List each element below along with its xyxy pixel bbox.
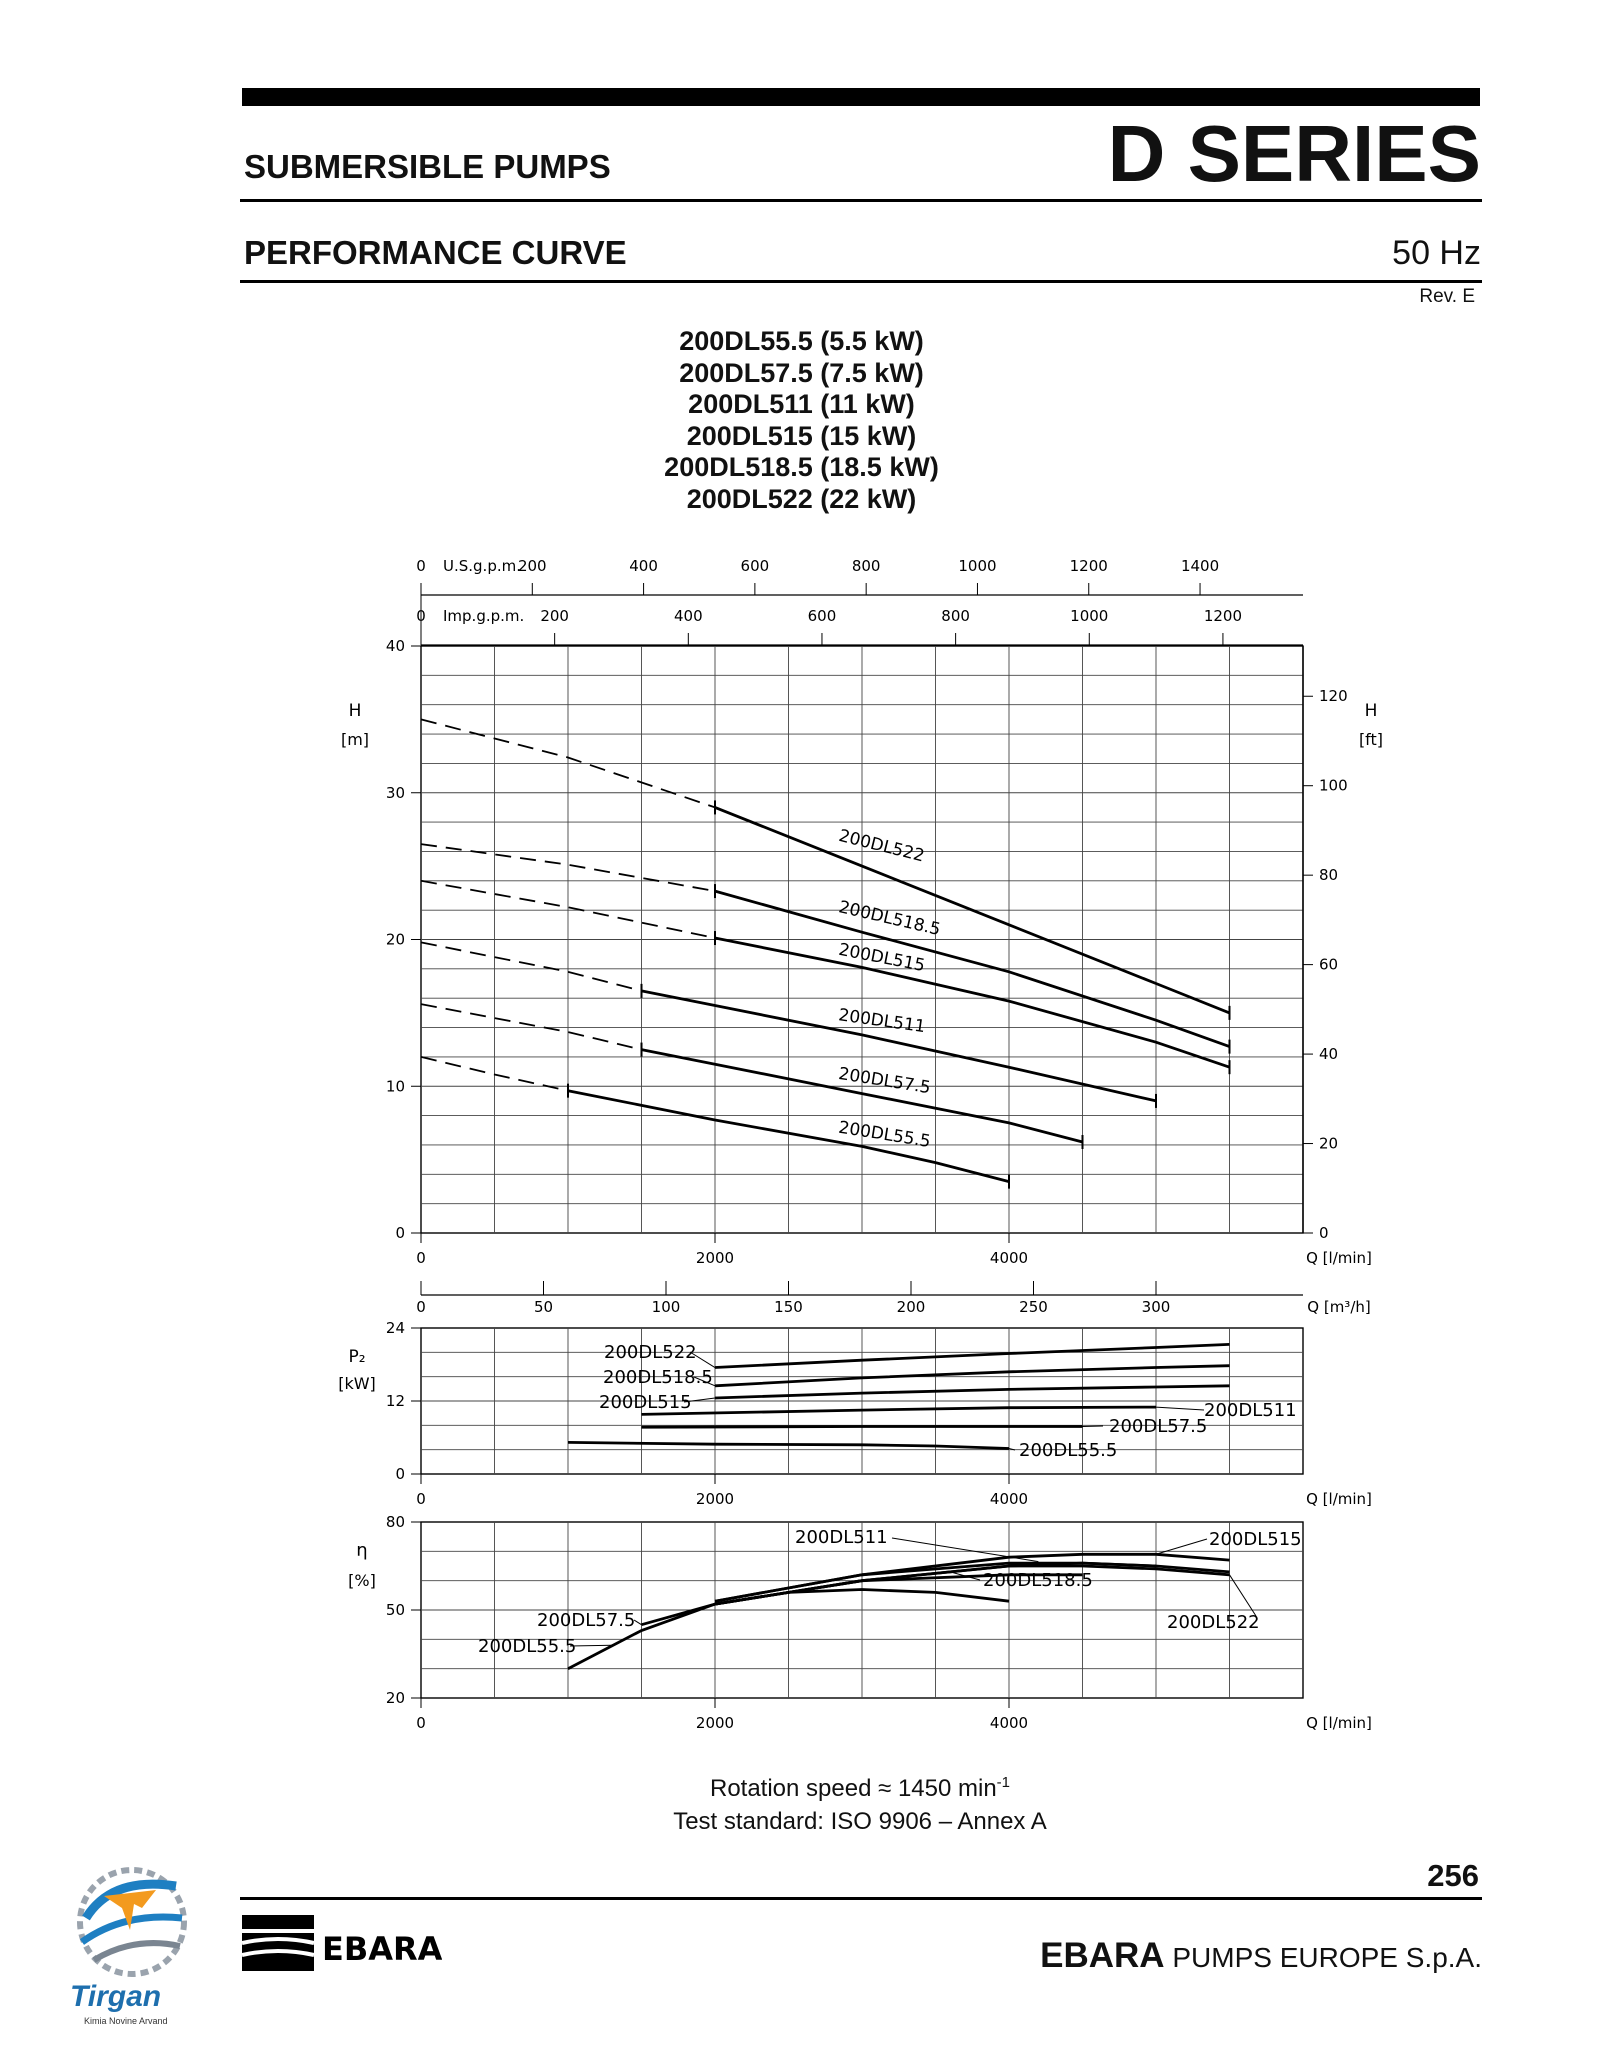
y-right-tick-label: 20 <box>1319 1134 1339 1153</box>
power-curve <box>642 1427 1083 1428</box>
series-category-title: SUBMERSIBLE PUMPS <box>244 148 611 185</box>
company-name-rest: PUMPS EUROPE S.p.A. <box>1164 1942 1482 1973</box>
power-curve-label: 200DL57.5 <box>1109 1416 1208 1437</box>
head-curve-label: 200DL522 <box>836 825 927 867</box>
bottom-axis2-tick-label: 200 <box>896 1298 926 1316</box>
test-standard-note: Test standard: ISO 9906 – Annex A <box>673 1808 1047 1835</box>
head-curve-label: 200DL518.5 <box>836 897 943 941</box>
top-axis-tick-label: 400 <box>673 607 703 625</box>
frequency-label: 50 Hz <box>1392 234 1481 272</box>
efficiency-label-leader <box>892 1538 1038 1562</box>
top-axis-tick-label: 600 <box>807 607 837 625</box>
head-curve-label: 200DL55.5 <box>837 1117 932 1152</box>
efficiency-label-leader <box>1156 1539 1207 1554</box>
head-curve-label: 200DL511 <box>837 1005 927 1038</box>
model-item: 200DL511 (11 kW) <box>688 389 915 419</box>
top-axis-tick-label: 1200 <box>1069 557 1108 575</box>
efficiency-curve-label: 200DL515 <box>1209 1529 1302 1550</box>
head-curve-label: 200DL515 <box>836 939 927 977</box>
top-axis-tick-label: 800 <box>941 607 970 625</box>
y-tick-label: 10 <box>385 1077 405 1096</box>
tirgan-logo-icon <box>64 1856 194 1986</box>
company-name <box>1040 1936 1482 1976</box>
head-curve-dashed <box>421 1004 642 1050</box>
ebara-logo <box>242 1913 442 1978</box>
top-axis-tick-label: 1000 <box>958 557 997 575</box>
x-tick-label: 0 <box>416 1490 426 1508</box>
efficiency-curve-label: 200DL511 <box>795 1527 888 1548</box>
bottom-axis2-tick-label: 300 <box>1141 1298 1171 1316</box>
x-tick-label: 4000 <box>989 1249 1029 1267</box>
efficiency-curve-label: 200DL522 <box>1167 1612 1260 1633</box>
head-curve-dashed <box>421 942 642 991</box>
power-curve-label: 200DL55.5 <box>1019 1440 1118 1461</box>
rotation-speed-text: Rotation speed ≈ 1450 min <box>709 1775 997 1802</box>
top-axis-tick-label: 200 <box>540 607 569 625</box>
y-tick-label: 40 <box>385 637 405 655</box>
model-item: 200DL57.5 (7.5 kW) <box>679 357 924 388</box>
x-tick-label: 4000 <box>989 1490 1029 1508</box>
y-right-tick-label: 80 <box>1319 866 1339 885</box>
power-curve <box>715 1386 1230 1398</box>
efficiency-curve <box>715 1566 1230 1604</box>
y-tick-label: 80 <box>385 1513 405 1531</box>
efficiency-curve-label: 200DL518.5 <box>983 1570 1093 1591</box>
ebara-logo-text: EBARA <box>322 1930 442 1968</box>
top-axis-label: Imp.g.p.m. <box>443 607 525 625</box>
y-tick-label: 20 <box>385 1689 405 1707</box>
y-right-tick-label: 0 <box>1319 1224 1329 1242</box>
top-axis-zero-label: 0 <box>416 607 426 625</box>
ebara-logo-icon <box>242 1913 442 1973</box>
y-axis-unit: [%] <box>348 1571 376 1590</box>
x-axis-label: Q [l/min] <box>1306 1490 1372 1508</box>
power-label-leader <box>1083 1426 1104 1427</box>
y-axis-label: η <box>356 1540 368 1561</box>
section-title: PERFORMANCE CURVE <box>244 234 627 271</box>
x-tick-label: 2000 <box>695 1490 735 1508</box>
x-axis-label: Q [l/min] <box>1306 1714 1372 1732</box>
head-curve-label: 200DL57.5 <box>837 1063 932 1099</box>
y-tick-label: 0 <box>395 1465 405 1483</box>
y-right-tick-label: 120 <box>1319 687 1348 706</box>
x-tick-label: 0 <box>416 1714 426 1732</box>
y-tick-label: 50 <box>385 1601 405 1619</box>
bottom-axis2-tick-label: 100 <box>651 1298 681 1316</box>
model-item: 200DL515 (15 kW) <box>686 420 917 451</box>
footer-rule <box>240 1897 1482 1900</box>
efficiency-curve-label: 200DL55.5 <box>478 1636 577 1657</box>
y-tick-label: 12 <box>385 1392 405 1410</box>
model-item: 200DL518.5 (18.5 kW) <box>664 452 939 482</box>
power-curve-label: 200DL522 <box>604 1342 697 1363</box>
x-tick-label: 2000 <box>695 1249 735 1267</box>
model-item: 200DL522 (22 kW) <box>686 483 917 514</box>
y-axis-unit: [m] <box>340 730 370 749</box>
y-tick-label: 24 <box>385 1319 405 1337</box>
top-axis-tick-label: 400 <box>629 557 658 575</box>
y-right-tick-label: 100 <box>1319 776 1348 795</box>
power-curve-label: 200DL515 <box>599 1392 692 1413</box>
y-tick-label: 30 <box>385 783 405 802</box>
x-tick-label: 0 <box>416 1249 426 1267</box>
rotation-speed-note <box>0 1774 1603 1803</box>
y-axis-unit: [kW] <box>338 1374 376 1393</box>
y-axis-label: H <box>348 701 362 721</box>
top-axis-label: U.S.g.p.m. <box>443 557 521 575</box>
page-number: 256 <box>1427 1858 1479 1893</box>
x-axis-label: Q [l/min] <box>1306 1249 1372 1267</box>
company-name-bold: EBARA <box>1040 1936 1165 1975</box>
top-axis-tick-label: 1000 <box>1070 607 1109 625</box>
y-axis-label: P₂ <box>348 1347 366 1367</box>
power-curve <box>715 1344 1230 1367</box>
bottom-axis2-tick-label: 50 <box>533 1298 554 1316</box>
efficiency-curve-label: 200DL57.5 <box>537 1610 636 1631</box>
bottom-axis2-tick-label: 250 <box>1019 1298 1048 1316</box>
tirgan-subtitle: Kimia Novine Arvand <box>84 2016 168 2026</box>
revision-label: Rev. E <box>1419 286 1475 307</box>
bottom-axis2-tick-label: 0 <box>416 1298 426 1316</box>
y-tick-label: 0 <box>395 1224 405 1242</box>
model-item: 200DL55.5 (5.5 kW) <box>679 326 924 356</box>
top-axis-tick-label: 800 <box>851 557 881 575</box>
top-axis-tick-label: 600 <box>740 557 770 575</box>
bottom-axis2-label: Q [m³/h] <box>1307 1298 1371 1316</box>
power-curve <box>642 1407 1157 1414</box>
power-curve-label: 200DL511 <box>1204 1400 1297 1421</box>
power-label-leader <box>1156 1407 1204 1410</box>
power-curve-label: 200DL518.5 <box>603 1367 713 1388</box>
x-tick-label: 4000 <box>989 1714 1029 1732</box>
y-right-tick-label: 60 <box>1319 955 1339 974</box>
top-axis-zero-label: 0 <box>416 557 426 575</box>
tirgan-name: Tirgan <box>70 1980 162 2013</box>
y-right-axis-unit: [ft] <box>1358 730 1384 749</box>
top-axis-tick-label: 200 <box>517 557 547 575</box>
x-tick-label: 2000 <box>695 1714 735 1732</box>
top-axis-tick-label: 1200 <box>1203 607 1243 625</box>
y-right-axis-label: H <box>1364 701 1378 721</box>
tirgan-logo <box>64 1856 194 2036</box>
y-tick-label: 20 <box>385 930 405 949</box>
bottom-axis2-tick-label: 150 <box>774 1298 803 1316</box>
series-title: D SERIES <box>1107 109 1481 198</box>
rotation-speed-exponent: -1 <box>996 1774 1011 1791</box>
power-curve <box>715 1366 1230 1386</box>
head-curve <box>715 938 1230 1067</box>
top-axis-tick-label: 1400 <box>1180 557 1220 575</box>
y-right-tick-label: 40 <box>1319 1045 1339 1064</box>
